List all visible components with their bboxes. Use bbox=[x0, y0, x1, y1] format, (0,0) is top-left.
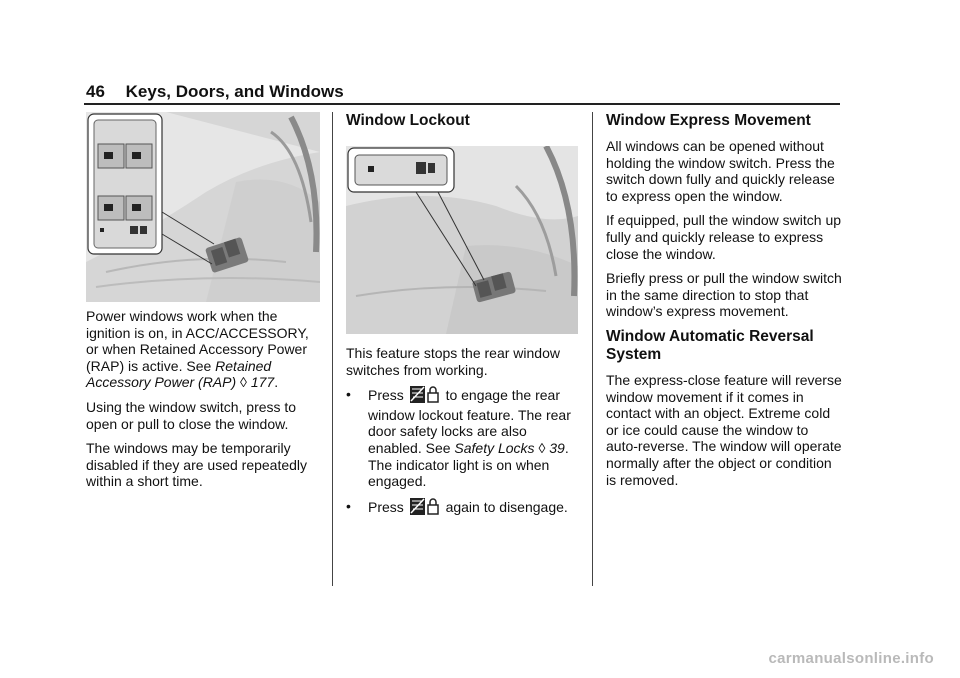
column-divider-right bbox=[592, 112, 593, 586]
engage-text: to engage the rear window lockout feature. The rear door safety locks are also enabled. See bbox=[368, 387, 571, 456]
switch-usage-paragraph: Using the window switch, press to open or pull to close the window. bbox=[86, 398, 297, 432]
rap-reference-link[interactable]: Retained Accessory Power (RAP) bbox=[86, 357, 272, 391]
right-column bbox=[606, 112, 842, 496]
rap-page-number[interactable]: 177 bbox=[250, 374, 275, 391]
middle-column-body bbox=[346, 345, 582, 526]
press-text: Press bbox=[368, 498, 404, 515]
sentence-end: . bbox=[274, 374, 279, 391]
column-divider-left bbox=[332, 112, 333, 586]
lockout-door-illustration bbox=[346, 146, 578, 334]
express-open-paragraph: All windows can be opened without holding the window switch. Press the switch down fully and quickly release to express open the window. bbox=[606, 138, 835, 204]
left-column bbox=[86, 308, 322, 498]
lockout-bullet-disengage bbox=[346, 498, 582, 519]
disabled-paragraph: The windows may be temporarily disabled if they are used repeatedly within a short time. bbox=[86, 440, 308, 490]
ignition-paragraph bbox=[86, 308, 322, 391]
window-lockout-heading: Window Lockout bbox=[346, 112, 470, 129]
watermark: carmanualsonline.info bbox=[768, 650, 934, 667]
page-number: 46 bbox=[86, 82, 105, 101]
middle-column bbox=[346, 112, 582, 138]
header-rule bbox=[84, 103, 840, 105]
bullet-mark: • bbox=[346, 497, 351, 514]
lockout-switch-figure bbox=[346, 146, 578, 334]
express-movement-heading: Window Express Movement bbox=[606, 112, 811, 129]
bullet-mark: • bbox=[346, 386, 351, 403]
door-panel-illustration bbox=[86, 112, 320, 302]
engage-text-end: . The indicator light is on when engaged. bbox=[368, 439, 569, 490]
disengage-text: again to disengage. bbox=[445, 498, 568, 515]
ignition-text: Power windows work when the ignition is on, in ACC/ACCESSORY, or when Retained Accessory Power (RAP) is active. See bbox=[86, 308, 309, 374]
lockout-intro: This feature stops the rear window switches from working. bbox=[346, 345, 560, 378]
section-title: Keys, Doors, and Windows bbox=[125, 82, 344, 101]
window-switch-figure bbox=[86, 112, 320, 302]
express-close-paragraph: If equipped, pull the window switch up fully and quickly release to express close the window. bbox=[606, 212, 842, 262]
auto-reversal-heading: Window Automatic Reversal System bbox=[606, 327, 814, 363]
page-reference-symbol: ◊ bbox=[538, 439, 546, 456]
page-reference-symbol: ◊ bbox=[240, 374, 247, 391]
safety-locks-page-number[interactable]: 39 bbox=[549, 439, 565, 456]
auto-reversal-paragraph: The express-close feature will reverse window movement if it comes in contact with an object. Extreme cold or ice could cause the window to auto-reverse. The window will operate normally after the object or condition is removed. bbox=[606, 371, 842, 488]
window-lockout-icon bbox=[410, 386, 440, 407]
press-text: Press bbox=[368, 387, 404, 404]
safety-locks-link[interactable]: Safety Locks bbox=[454, 439, 535, 456]
lockout-bullet-engage bbox=[346, 386, 582, 490]
express-stop-paragraph: Briefly press or pull the window switch in the same direction to stop that window’s express movement. bbox=[606, 270, 842, 320]
page-header bbox=[86, 82, 344, 102]
window-lockout-icon bbox=[410, 498, 440, 519]
